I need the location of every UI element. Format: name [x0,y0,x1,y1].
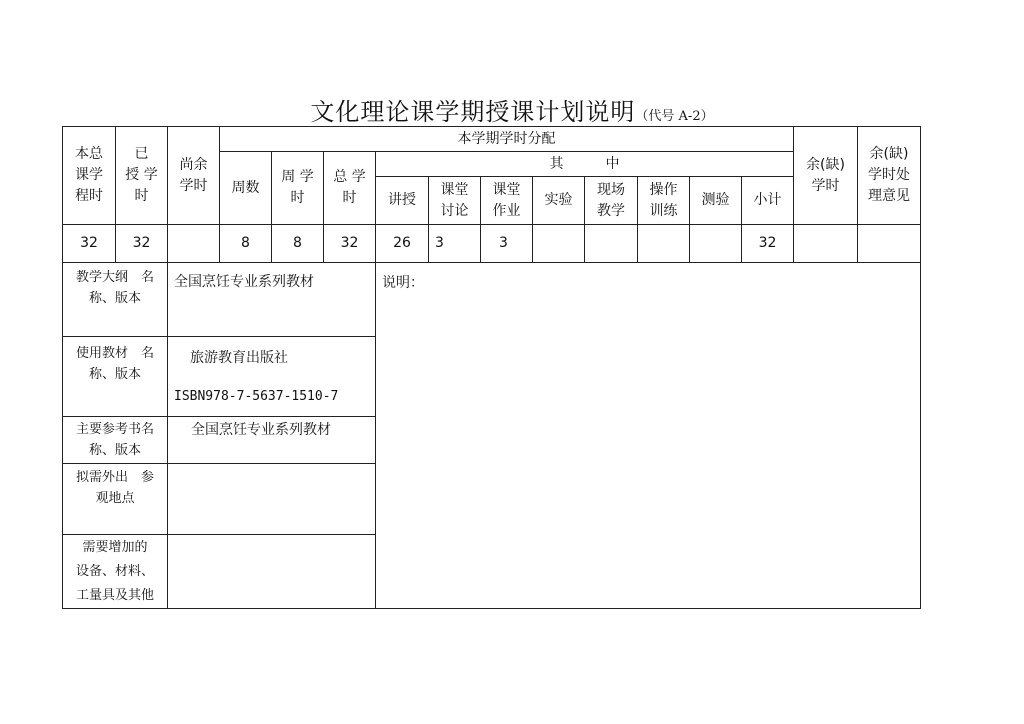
teaching-plan-table [62,126,921,609]
header-weeks: 周数 [220,152,272,225]
header-remaining-hours: 尚余 学时 [168,127,220,225]
header-among: 其 中 [376,152,794,177]
header-distribution: 本学期学时分配 [220,127,794,152]
value-visits [168,464,376,535]
textbook-publisher: 旅游教育出版社 [190,350,288,366]
value-remaining [168,225,220,263]
value-surplus [794,225,858,263]
label-syllabus: 教学大纲 名 称、版本 [63,263,168,337]
header-experiment: 实验 [533,177,585,225]
value-weekly: 8 [272,225,324,263]
value-onsite [585,225,638,263]
value-equipment [168,535,376,609]
value-discussion: 3 [429,225,481,263]
value-experiment [533,225,585,263]
header-surplus-hours: 余(缺) 学时 [794,127,858,225]
value-total: 32 [324,225,376,263]
header-lecture: 讲授 [376,177,429,225]
header-weekly-hours: 周 学 时 [272,152,324,225]
textbook-isbn: ISBN978-7-5637-1510-7 [174,389,339,404]
value-references: 全国烹饪专业系列教材 [168,417,376,464]
value-total-hours: 32 [63,225,116,263]
notes-label: 说明： [382,275,424,291]
label-references: 主要参考书名 称、版本 [63,417,168,464]
value-test [690,225,742,263]
header-total: 总 学 时 [324,152,376,225]
title-main: 文化理论课学期授课计划说明 [310,98,636,126]
notes-area [376,263,921,609]
value-syllabus: 全国烹饪专业系列教材 [168,263,376,337]
value-subtotal: 32 [742,225,794,263]
value-weeks: 8 [220,225,272,263]
header-surplus-opinion: 余(缺) 学时处 理意见 [858,127,921,225]
title-code: （代号 A-2） [635,109,714,124]
value-lecture: 26 [376,225,429,263]
header-homework: 课堂 作业 [481,177,533,225]
value-taught: 32 [116,225,168,263]
label-equipment: 需要增加的 设备、材料、 工量具及其他 [63,535,168,609]
header-test: 测验 [690,177,742,225]
header-subtotal: 小计 [742,177,794,225]
value-opinion [858,225,921,263]
header-practice: 操作 训练 [638,177,690,225]
values-row [63,225,921,263]
header-total-hours: 本总 课学 程时 [63,127,116,225]
value-practice [638,225,690,263]
header-onsite: 现场 教学 [585,177,638,225]
header-taught-hours: 已 授 学 时 [116,127,168,225]
value-homework: 3 [481,225,533,263]
value-textbook [168,337,376,417]
label-textbook: 使用教材 名 称、版本 [63,337,168,417]
label-visits: 拟需外出 参 观地点 [63,464,168,535]
header-discussion: 课堂 讨论 [429,177,481,225]
document-title [0,92,1024,127]
